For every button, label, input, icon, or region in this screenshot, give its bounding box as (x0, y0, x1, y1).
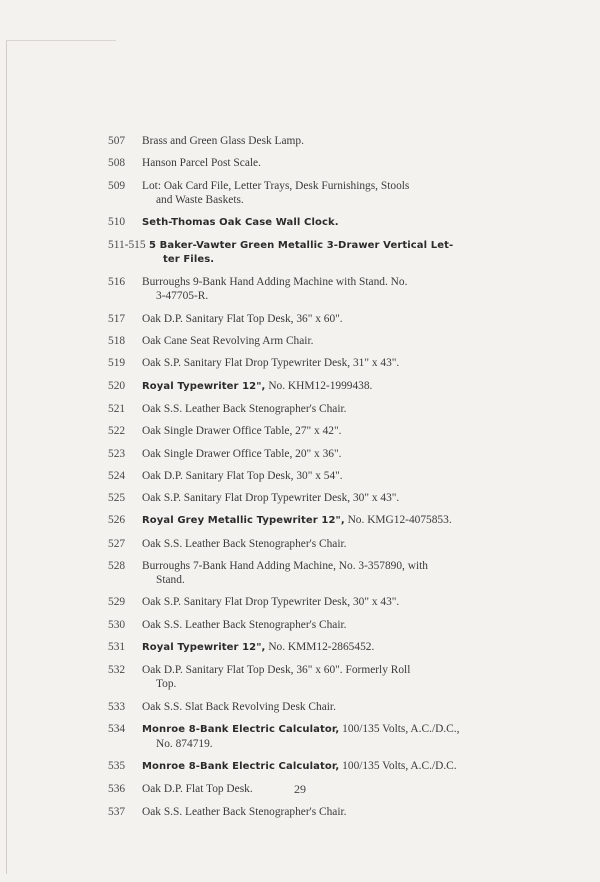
catalog-entry (108, 215, 500, 230)
catalog-entry (108, 156, 500, 170)
lot-number: 527 (108, 537, 126, 550)
catalog-entry (108, 424, 500, 438)
catalog-entry (108, 447, 500, 461)
catalog-entry (108, 537, 500, 551)
lot-number: 510 (108, 215, 126, 228)
lot-description (142, 559, 500, 587)
catalog-entry (108, 759, 500, 774)
lot-description (142, 491, 500, 505)
lot-number: 534 (108, 722, 126, 735)
lot-description (142, 379, 500, 394)
catalog-entry (108, 312, 500, 326)
lot-number: 532 (108, 664, 126, 677)
catalog-entry (108, 334, 500, 348)
lot-description (142, 402, 500, 416)
lot-description (142, 513, 500, 528)
catalog-entry (108, 379, 500, 394)
page-edge-top (6, 40, 116, 41)
lot-description (142, 156, 500, 170)
lot-description (142, 640, 500, 655)
lot-text: 100/135 Volts, A.C./D.C. (342, 760, 457, 773)
lot-description (142, 663, 500, 691)
catalog-entry (108, 238, 500, 267)
lot-text: Oak S.S. Leather Back Stenographer's Chair. (142, 402, 347, 415)
lot-number: 521 (108, 402, 126, 415)
lot-title-bold: Monroe 8-Bank Electric Calculator, (142, 761, 340, 773)
lot-number: 516 (108, 276, 126, 289)
lot-description (142, 356, 500, 370)
lot-text: Burroughs 9-Bank Hand Adding Machine with Stand. No. (142, 276, 408, 289)
lot-text: Burroughs 7-Bank Hand Adding Machine, No. 3-357890, with (142, 560, 428, 573)
lot-text: Oak S.S. Slat Back Revolving Desk Chair. (142, 700, 336, 713)
lot-text: Brass and Green Glass Desk Lamp. (142, 135, 304, 147)
lot-text: Hanson Parcel Post Scale. (142, 157, 261, 170)
catalog-entry (108, 700, 500, 714)
lot-title-bold: Seth-Thomas Oak Case Wall Clock. (142, 216, 339, 228)
lot-text: Oak S.P. Sanitary Flat Drop Typewriter Desk, 31" x 43". (142, 357, 400, 370)
catalog-entry (108, 559, 500, 587)
lot-description (142, 537, 500, 551)
catalog-entry (108, 640, 500, 655)
lot-text: Lot: Oak Card File, Letter Trays, Desk Furnishings, Stools (142, 179, 410, 192)
lot-description (142, 805, 500, 819)
lot-description (142, 334, 500, 348)
lot-title-bold: 5 Baker-Vawter Green Metallic 3-Drawer Vertical Let- (149, 240, 454, 252)
lot-text: 100/135 Volts, A.C./D.C., (342, 722, 460, 735)
lot-text: No. KMG12-4075853. (347, 514, 452, 527)
lot-text: Oak S.S. Leather Back Stenographer's Chair. (142, 618, 347, 631)
lot-text: Oak D.P. Sanitary Flat Top Desk, 36" x 60". Formerly Roll (142, 664, 411, 677)
lot-number: 520 (108, 379, 126, 392)
lot-title-bold: Monroe 8-Bank Electric Calculator, (142, 723, 340, 735)
lot-description (142, 275, 500, 303)
lot-text: Oak D.P. Sanitary Flat Top Desk, 36" x 60". (142, 312, 343, 325)
lot-number: 533 (108, 700, 126, 713)
lot-description (142, 700, 500, 714)
lot-text-continued: 3-47705-R. (156, 290, 209, 303)
lot-description (142, 447, 500, 461)
lot-text-continued: No. 874719. (156, 737, 213, 750)
lot-number: 529 (108, 596, 126, 609)
lot-text: Oak D.P. Flat Top Desk. (142, 783, 253, 796)
lot-description (142, 595, 500, 609)
lot-description (149, 238, 500, 267)
catalog-entry (108, 469, 500, 483)
lot-text: Oak S.P. Sanitary Flat Drop Typewriter Desk, 30" x 43". (142, 492, 400, 505)
lot-text: Oak S.P. Sanitary Flat Drop Typewriter Desk, 30" x 43". (142, 596, 400, 609)
lot-title-bold: Royal Typewriter 12", (142, 641, 266, 653)
catalog-entry (108, 805, 500, 819)
catalog-entry (108, 179, 500, 207)
lot-text-continued: Top. (156, 678, 177, 691)
lot-number: 531 (108, 640, 126, 653)
catalog-entry (108, 356, 500, 370)
lot-description (142, 134, 500, 148)
lot-number: 518 (108, 335, 126, 348)
lot-text-continued: ter Files. (163, 254, 215, 266)
catalog-entry (108, 402, 500, 416)
lot-title-bold: Royal Grey Metallic Typewriter 12", (142, 515, 345, 527)
lot-number: 536 (108, 783, 126, 796)
lot-text: Oak S.S. Leather Back Stenographer's Chair. (142, 537, 347, 550)
lot-number: 528 (108, 560, 126, 573)
lot-number: 517 (108, 312, 126, 325)
lot-number: 524 (108, 469, 126, 482)
lot-description (142, 759, 500, 774)
lot-text: Oak Single Drawer Office Table, 27" x 42". (142, 425, 342, 438)
lot-description (142, 179, 500, 207)
lot-number: 522 (108, 425, 126, 438)
catalog-entry (108, 722, 500, 751)
lot-number: 530 (108, 618, 126, 631)
lot-description (142, 215, 500, 230)
page-number: 29 (294, 782, 306, 796)
page-edge (6, 40, 7, 874)
lot-description (142, 722, 500, 751)
lot-number: 509 (108, 179, 126, 192)
lot-description (142, 424, 500, 438)
lot-description (142, 618, 500, 632)
lot-number: 511-515 (108, 239, 146, 252)
catalog-entry (108, 595, 500, 609)
catalog-entry (108, 618, 500, 632)
catalog-entry (108, 134, 500, 148)
catalog-entry (108, 513, 500, 528)
lot-number: 519 (108, 357, 126, 370)
lot-text-continued: and Waste Baskets. (156, 193, 244, 206)
catalog-entry (108, 275, 500, 303)
lot-text: No. KMM12-2865452. (268, 640, 375, 653)
lot-number: 526 (108, 514, 126, 527)
catalog-entries (108, 134, 500, 827)
lot-description (142, 469, 500, 483)
lot-text: Oak S.S. Leather Back Stenographer's Chair. (142, 805, 347, 818)
lot-number: 525 (108, 492, 126, 505)
lot-text: No. KHM12-1999438. (268, 379, 373, 392)
lot-number: 523 (108, 447, 126, 460)
lot-text-continued: Stand. (156, 574, 185, 587)
lot-number: 507 (108, 135, 126, 147)
lot-title-bold: Royal Typewriter 12", (142, 380, 266, 392)
catalog-entry (108, 491, 500, 505)
lot-text: Oak Single Drawer Office Table, 20" x 36". (142, 447, 342, 460)
lot-number: 535 (108, 760, 126, 773)
lot-text: Oak Cane Seat Revolving Arm Chair. (142, 335, 314, 348)
catalog-entry (108, 663, 500, 691)
lot-description (142, 312, 500, 326)
lot-number: 537 (108, 805, 126, 818)
lot-number: 508 (108, 157, 126, 170)
lot-text: Oak D.P. Sanitary Flat Top Desk, 30" x 54". (142, 469, 343, 482)
